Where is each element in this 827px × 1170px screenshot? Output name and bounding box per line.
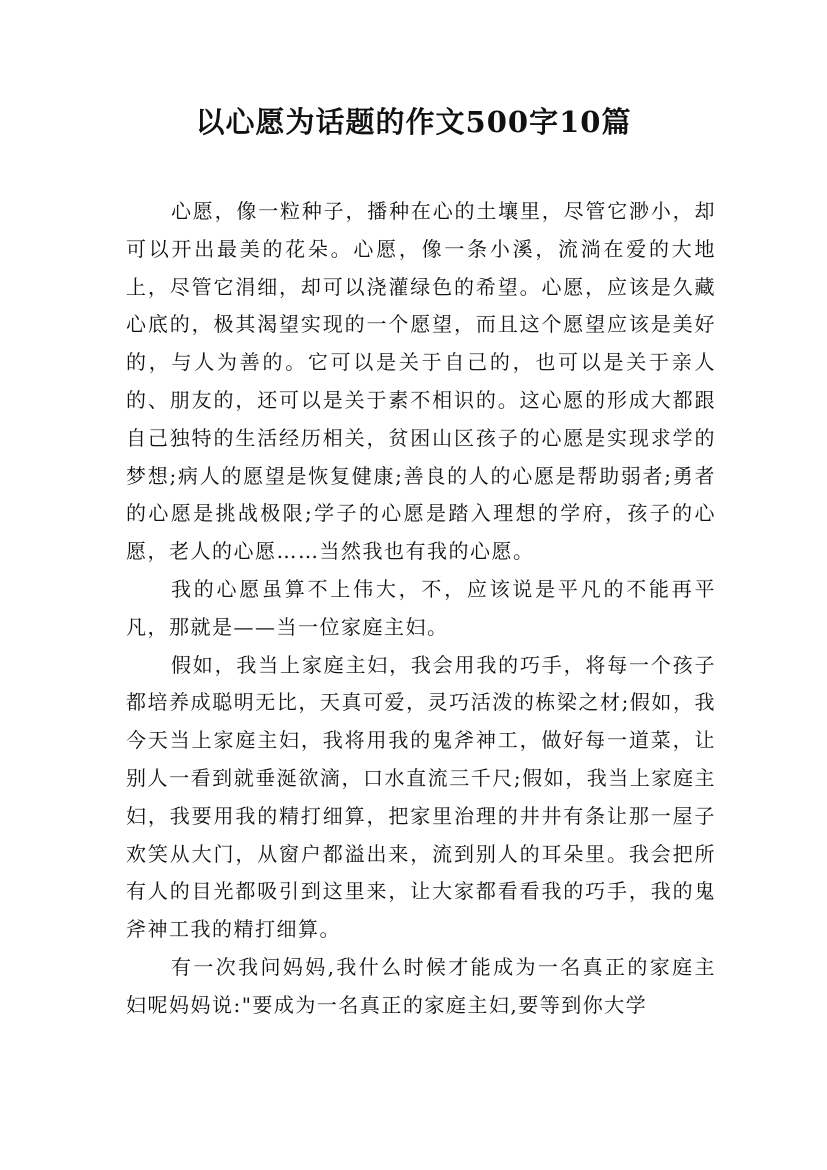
paragraph: 我的心愿虽算不上伟大，不，应该说是平凡的不能再平凡，那就是——当一位家庭主妇。 bbox=[126, 576, 716, 639]
paragraph: 心愿，像一粒种子，播种在心的土壤里，尽管它渺小，却可以开出最美的花朵。心愿，像一条小溪，流淌在爱的大地上，尽管它涓细，却可以浇灌绿色的希望。心愿，应该是久藏心底的，极其渴望实现的一个愿望，而且这个愿望应该是美好的，与人为善的。它可以是关于自己的，也可以是关于亲人的、朋友的，还可以是关于素不相识的。这心愿的形成大都跟自己独特的生活经历相关，贫困山区孩子的心愿是实现求学的梦想;病人的愿望是恢复健康;善良的人的心愿是帮助弱者;勇者的心愿是挑战极限;学子的心愿是踏入理想的学府，孩子的心愿，老人的心愿……当然我也有我的心愿。 bbox=[126, 199, 716, 564]
document-body bbox=[126, 193, 716, 1025]
paragraph: 有一次我问妈妈,我什么时候才能成为一名真正的家庭主妇呢妈妈说:"要成为一名真正的家庭主妇,要等到你大学 bbox=[126, 954, 716, 1017]
paragraph: 假如，我当上家庭主妇，我会用我的巧手，将每一个孩子都培养成聪明无比，天真可爱，灵巧活泼的栋梁之材;假如，我今天当上家庭主妇，我将用我的鬼斧神工，做好每一道菜，让别人一看到就垂涎欲滴，口水直流三千尺;假如，我当上家庭主妇，我要用我的精打细算，把家里治理的井井有条让那一屋子欢笑从大门，从窗户都溢出来，流到别人的耳朵里。我会把所有人的目光都吸引到这里来，让大家都看看我的巧手，我的鬼斧神工我的精打细算。 bbox=[126, 652, 716, 942]
document-title: 以心愿为话题的作文500字10篇 bbox=[195, 105, 632, 139]
